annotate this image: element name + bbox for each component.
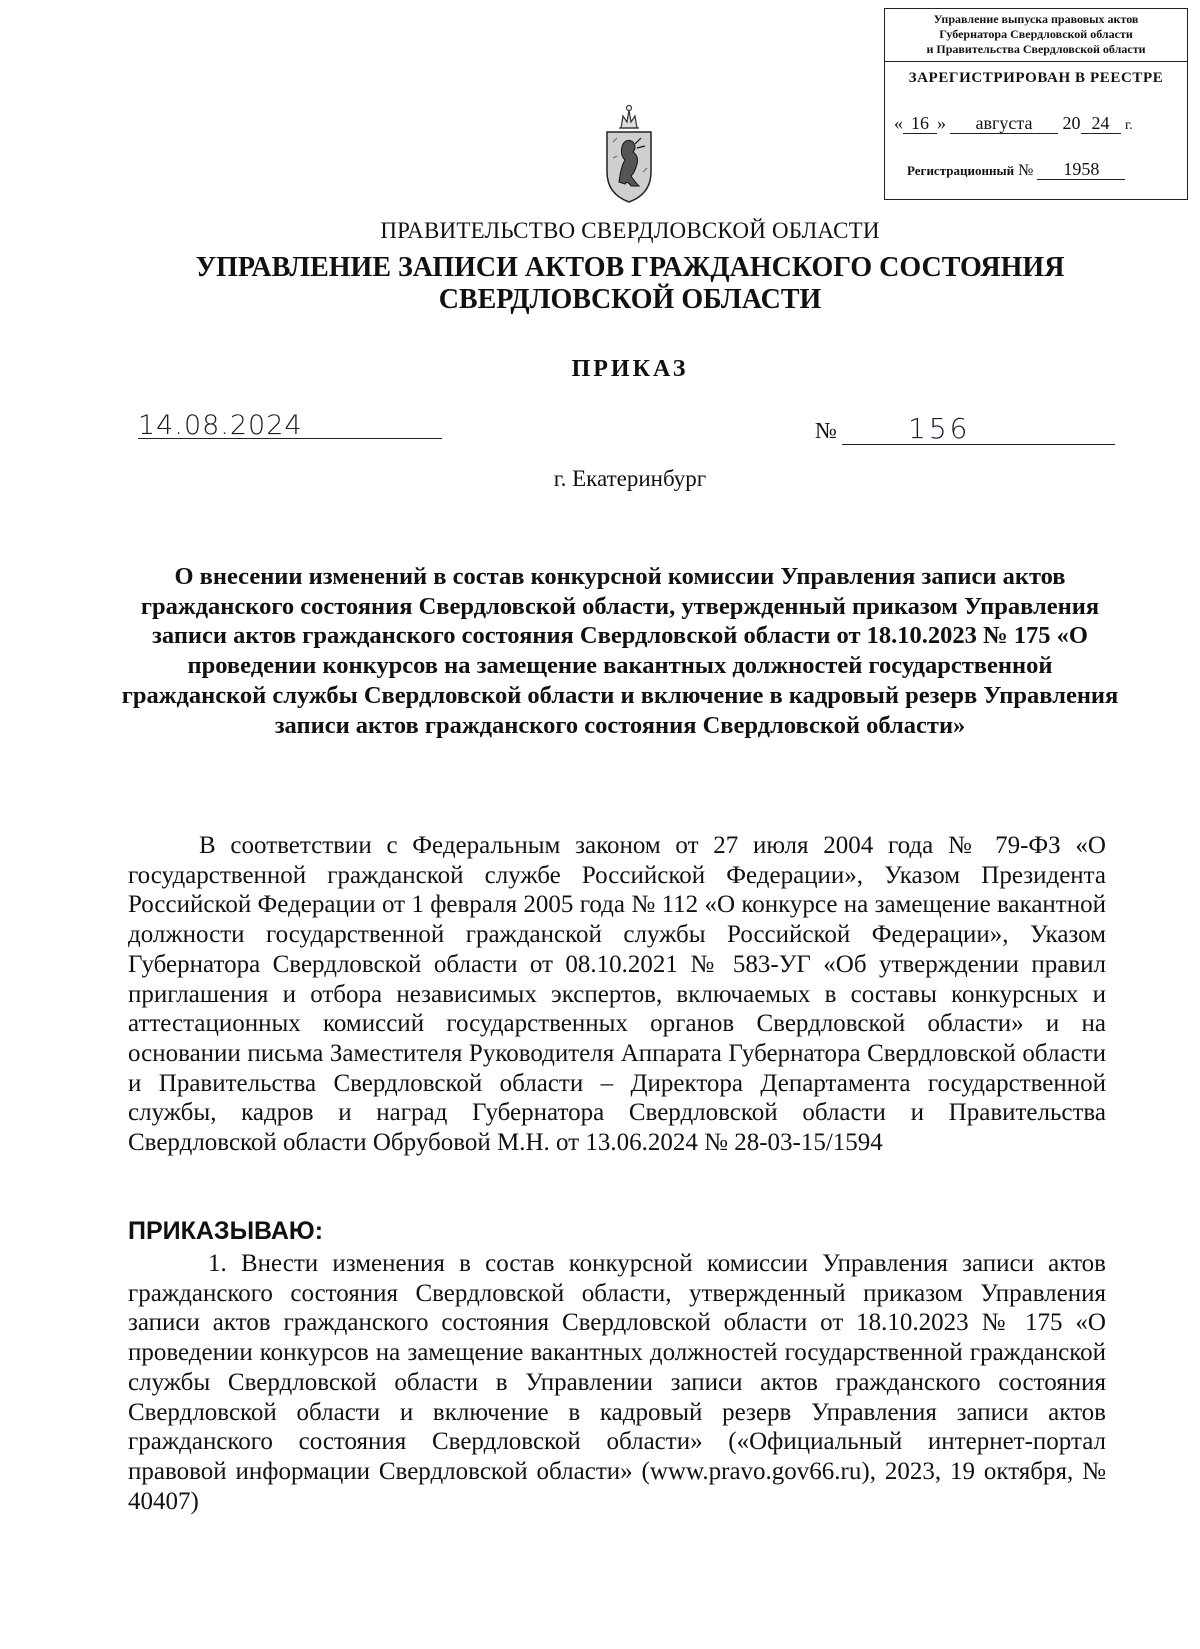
document-title: О внесении изменений в состав конкурсной комиссии Управления записи актов гражданского состояния Свердловской области, утвержденный приказом Управления записи актов гражданского состояния Свердловской области от 18.10.2023 № 175 «О проведении конкурсов на замещение вакантных должностей государственной гражданской службы Свердловской области и включение в кадровый резерв Управления записи актов гражданского состояния Свердловской области» bbox=[121, 563, 1119, 739]
stamp-reg-label: Регистрационный bbox=[907, 163, 1015, 178]
number-underline bbox=[842, 444, 1115, 445]
stamp-year-suffix: 24 bbox=[1081, 113, 1121, 134]
stamp-number bbox=[907, 159, 1125, 180]
coat-of-arms-icon bbox=[601, 102, 657, 204]
stamp-header bbox=[885, 9, 1187, 62]
organization-name-line2: СВЕРДЛОВСКОЙ ОБЛАСТИ bbox=[438, 284, 822, 315]
order-number-sign: № bbox=[815, 418, 837, 443]
city: г. Екатеринбург bbox=[553, 466, 707, 491]
date-underline bbox=[138, 438, 442, 439]
preamble-paragraph: В соответствии с Федеральным законом от 27 июля 2004 года № 79-ФЗ «О государственной гражданской службе Российской Федерации», Указом Президента Российской Федерации от 1 февраля 2005 года № 112 «О конкурсе на замещение вакантной должности государственной гражданской службы Российской Федерации», Указом Губернатора Свердловской области от 08.10.2021 № 583-УГ «Об утверждении правил приглашения и отбора независимых экспертов, включаемых в составы конкурсных и аттестационных комиссий государственных органов Свердловской области» и на основании письма Заместителя Руководителя Аппарата Губернатора Свердловской области и Правительства Свердловской области – Директора Департамента государственной службы, кадров и наград Губернатора Свердловской области и Правительства Свердловской области Обрубовой М.Н. от 13.06.2024 № 28-03-15/1594 bbox=[128, 832, 1106, 1157]
stamp-day: 16 bbox=[903, 113, 937, 134]
stamp-registered-label: ЗАРЕГИСТРИРОВАН В РЕЕСТРЕ bbox=[908, 70, 1164, 86]
stamp-year-mark: г. bbox=[1125, 118, 1133, 133]
stamp-reg-number: 1958 bbox=[1037, 159, 1125, 180]
stamp-year-prefix: 20 bbox=[1062, 113, 1081, 133]
stamp-header-line: Управление выпуска правовых актов bbox=[933, 12, 1139, 26]
registration-stamp bbox=[884, 8, 1188, 200]
stamp-header-line: Губернатора Свердловской области bbox=[939, 27, 1133, 41]
stamp-num-sign: № bbox=[1018, 162, 1034, 179]
stamp-date: « 16 » августа 20 24 г. bbox=[894, 113, 1133, 133]
order-date: 14.08.2024 bbox=[138, 410, 303, 441]
item-1-paragraph: 1. Внести изменения в состав конкурсной комиссии Управления записи актов гражданского состояния Свердловской области, утвержденный приказом Управления записи актов гражданского состояния Свердловской области от 18.10.2023 № 175 «О проведении конкурсов на замещение вакантных должностей государственной гражданской службы Свердловской области в Управлении записи актов гражданского состояния Свердловской области и включение в кадровый резерв Управления записи актов гражданского состояния Свердловской области» («Официальный интернет-портал правовой информации Свердловской области» (www.pravo.gov66.ru), 2023, 19 октября, № 40407) bbox=[128, 1250, 1106, 1515]
decree-word: ПРИКАЗЫВАЮ: bbox=[128, 1217, 324, 1245]
document-type: ПРИКАЗ bbox=[571, 356, 689, 382]
stamp-month: августа bbox=[950, 113, 1058, 134]
government-name: ПРАВИТЕЛЬСТВО СВЕРДЛОВСКОЙ ОБЛАСТИ bbox=[380, 218, 880, 243]
stamp-header-line: и Правительства Свердловской области bbox=[926, 42, 1146, 56]
organization-name-line1: УПРАВЛЕНИЕ ЗАПИСИ АКТОВ ГРАЖДАНСКОГО СОСТОЯНИЯ bbox=[195, 252, 1065, 283]
order-number: 156 bbox=[908, 412, 971, 445]
